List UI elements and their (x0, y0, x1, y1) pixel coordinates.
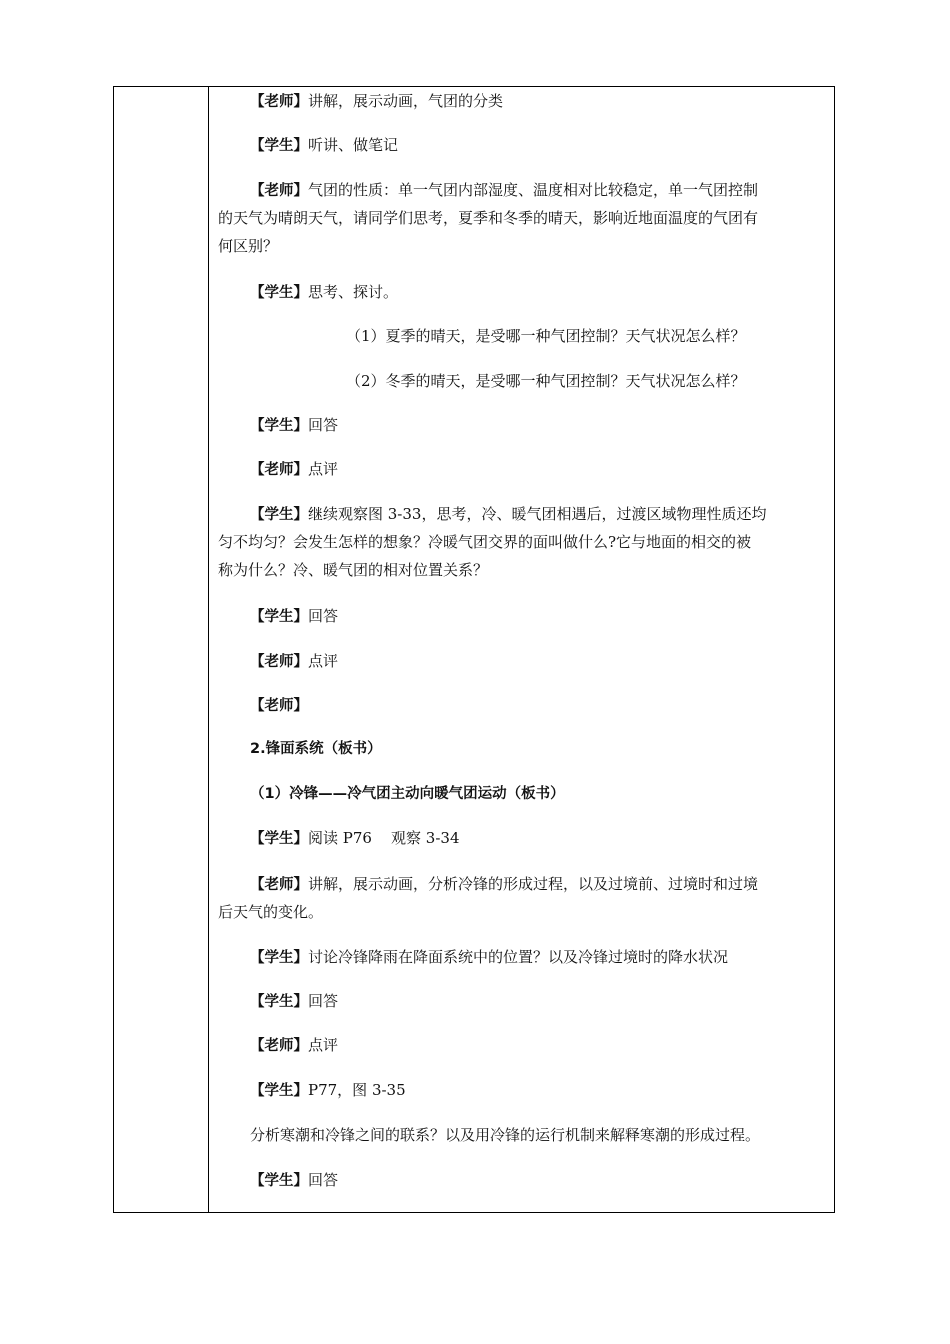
paragraph-text: 回答 (308, 992, 339, 1010)
paragraph (218, 824, 828, 853)
speaker-tag: 【老师】 (250, 654, 308, 670)
paragraph-text: 回答 (308, 416, 339, 434)
question-item: （2）冬季的晴天，是受哪一种气团控制？天气状况怎么样？ (346, 372, 746, 390)
paragraph (218, 987, 828, 1016)
speaker-tag: 【学生】 (250, 950, 308, 966)
paragraph-text: 点评 (308, 1036, 339, 1054)
paragraph (218, 1076, 828, 1105)
speaker-tag: 【老师】 (250, 698, 308, 714)
speaker-tag: 【老师】 (250, 877, 308, 893)
paragraph-continuation: 后天气的变化。 (218, 903, 324, 921)
paragraph (218, 691, 828, 720)
paragraph-text: 讨论冷锋降雨在降面系统中的位置？以及冷锋过境时的降水状况 (308, 948, 729, 966)
paragraph-text: P77，图 3-35 (308, 1081, 406, 1099)
paragraph (218, 131, 828, 160)
paragraph (218, 278, 828, 307)
paragraph-text: 继续观察图 3-33，思考，冷、暖气团相遇后，过渡区域物理性质还均 (308, 505, 767, 523)
paragraph (218, 943, 828, 972)
paragraph-text: 点评 (308, 652, 339, 670)
paragraph (218, 647, 828, 676)
section-heading: 2.锋面系统（板书） (250, 741, 382, 757)
speaker-tag: 【老师】 (250, 94, 308, 110)
paragraph (218, 1166, 828, 1195)
speaker-tag: 【学生】 (250, 507, 308, 523)
paragraph-text: 阅读 P76 观察 3-34 (308, 829, 460, 847)
paragraph-continuation: 何区别？ (218, 237, 279, 255)
speaker-tag: 【学生】 (250, 1083, 308, 1099)
speaker-tag: 【老师】 (250, 1038, 308, 1054)
paragraph (218, 411, 828, 440)
paragraph (218, 1031, 828, 1060)
paragraph-continuation: 称为什么？冷、暖气团的相对位置关系？ (218, 561, 489, 579)
paragraph (218, 870, 828, 899)
paragraph-text: 回答 (308, 607, 339, 625)
speaker-tag: 【老师】 (250, 183, 308, 199)
paragraph-text: 讲解，展示动画，气团的分类 (308, 92, 504, 110)
subsection-heading: （1）冷锋——冷气团主动向暖气团运动（板书） (250, 786, 565, 802)
speaker-tag: 【学生】 (250, 418, 308, 434)
paragraph-continuation: 的天气为晴朗天气，请同学们思考，夏季和冬季的晴天，影响近地面温度的气团有 (218, 209, 759, 227)
lesson-table (113, 86, 835, 1213)
speaker-tag: 【学生】 (250, 1173, 308, 1189)
paragraph-text: 气团的性质：单一气团内部湿度、温度相对比较稳定，单一气团控制 (308, 181, 759, 199)
paragraph-text: 回答 (308, 1171, 339, 1189)
speaker-tag: 【学生】 (250, 609, 308, 625)
speaker-tag: 【老师】 (250, 462, 308, 478)
paragraph (218, 87, 828, 116)
speaker-tag: 【学生】 (250, 831, 308, 847)
speaker-tag: 【学生】 (250, 138, 308, 154)
paragraph-continuation: 匀不均匀？会发生怎样的想象？冷暖气团交界的面叫做什么?它与地面的相交的被 (218, 533, 752, 551)
paragraph (218, 455, 828, 484)
paragraph: 分析寒潮和冷锋之间的联系？以及用冷锋的运行机制来解释寒潮的形成过程。 (250, 1126, 761, 1144)
paragraph (218, 602, 828, 631)
paragraph-text: 听讲、做笔记 (308, 136, 399, 154)
paragraph-text: 讲解，展示动画，分析冷锋的形成过程，以及过境前、过境时和过境 (308, 875, 759, 893)
column-divider (208, 87, 209, 1212)
paragraph (218, 500, 828, 529)
paragraph-text: 思考、探讨。 (308, 283, 399, 301)
speaker-tag: 【学生】 (250, 285, 308, 301)
paragraph-text: 点评 (308, 460, 339, 478)
question-item: （1）夏季的晴天，是受哪一种气团控制？天气状况怎么样？ (346, 327, 746, 345)
speaker-tag: 【学生】 (250, 994, 308, 1010)
paragraph (218, 176, 828, 205)
